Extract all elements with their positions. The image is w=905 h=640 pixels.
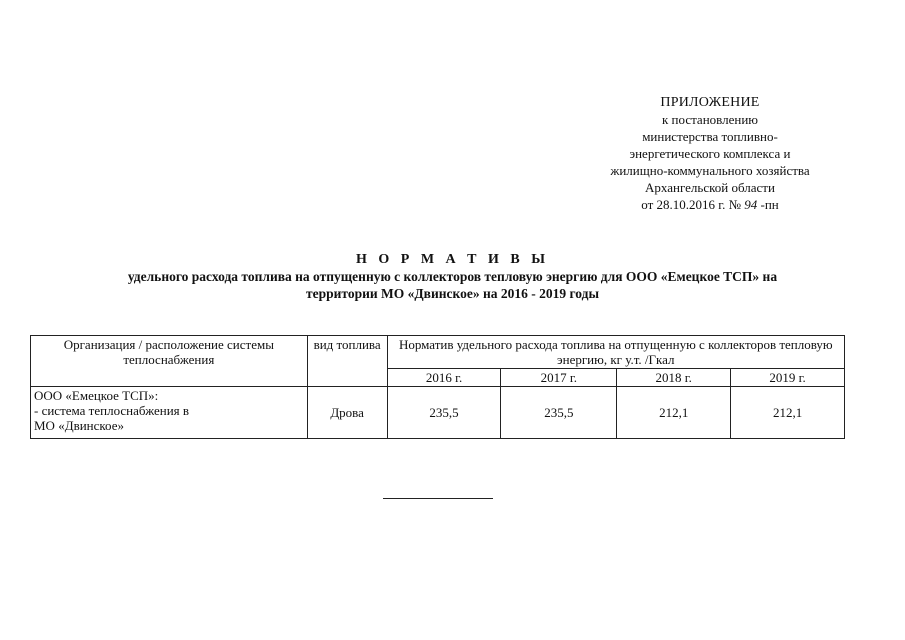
year-header: 2018 г. — [617, 369, 731, 387]
appendix-line: министерства топливно- — [642, 129, 778, 144]
org-line: МО «Двинское» — [34, 418, 124, 433]
appendix-line: Архангельской области — [645, 180, 775, 195]
org-line: ООО «Емецкое ТСП»: — [34, 388, 159, 403]
heading-subtitle-line1: удельного расхода топлива на отпущенную с коллекторов тепловую энергию для ООО «Емецкое ТСП» на — [127, 269, 778, 284]
norms-table — [30, 335, 845, 439]
appendix-line: жилищно-коммунального хозяйства — [610, 163, 810, 178]
appendix-number-suffix: -пн — [760, 197, 779, 212]
document-heading — [40, 251, 865, 302]
org-cell — [31, 387, 308, 439]
heading-title: Н О Р М А Т И В Ы — [356, 252, 549, 267]
header-norm: Норматив удельного расхода топлива на отпущенную с коллекторов тепловую энергию, кг у.т. /Гкал — [387, 336, 844, 369]
table-header-row — [31, 336, 845, 369]
appendix-date: от 28.10.2016 г. № — [641, 197, 742, 212]
table-row — [31, 387, 845, 439]
appendix-date-line — [560, 196, 860, 213]
end-divider — [383, 498, 493, 499]
appendix-title: ПРИЛОЖЕНИЕ — [660, 95, 760, 110]
year-header: 2016 г. — [387, 369, 501, 387]
value-cell: 212,1 — [617, 387, 731, 439]
value-cell: 235,5 — [387, 387, 501, 439]
year-header: 2019 г. — [731, 369, 845, 387]
handwritten-number: 94 — [744, 197, 758, 212]
appendix-line: к постановлению — [661, 112, 759, 127]
header-fuel: вид топлива — [307, 336, 387, 387]
header-org: Организация / расположение системы теплоснабжения — [31, 336, 308, 387]
heading-subtitle-line2: территории МО «Двинское» на 2016 - 2019 годы — [305, 286, 600, 301]
year-header: 2017 г. — [501, 369, 617, 387]
appendix-block — [560, 94, 860, 213]
fuel-cell: Дрова — [307, 387, 387, 439]
org-line: - система теплоснабжения в — [34, 403, 190, 418]
value-cell: 235,5 — [501, 387, 617, 439]
appendix-line: энергетического комплекса и — [629, 146, 791, 161]
value-cell: 212,1 — [731, 387, 845, 439]
